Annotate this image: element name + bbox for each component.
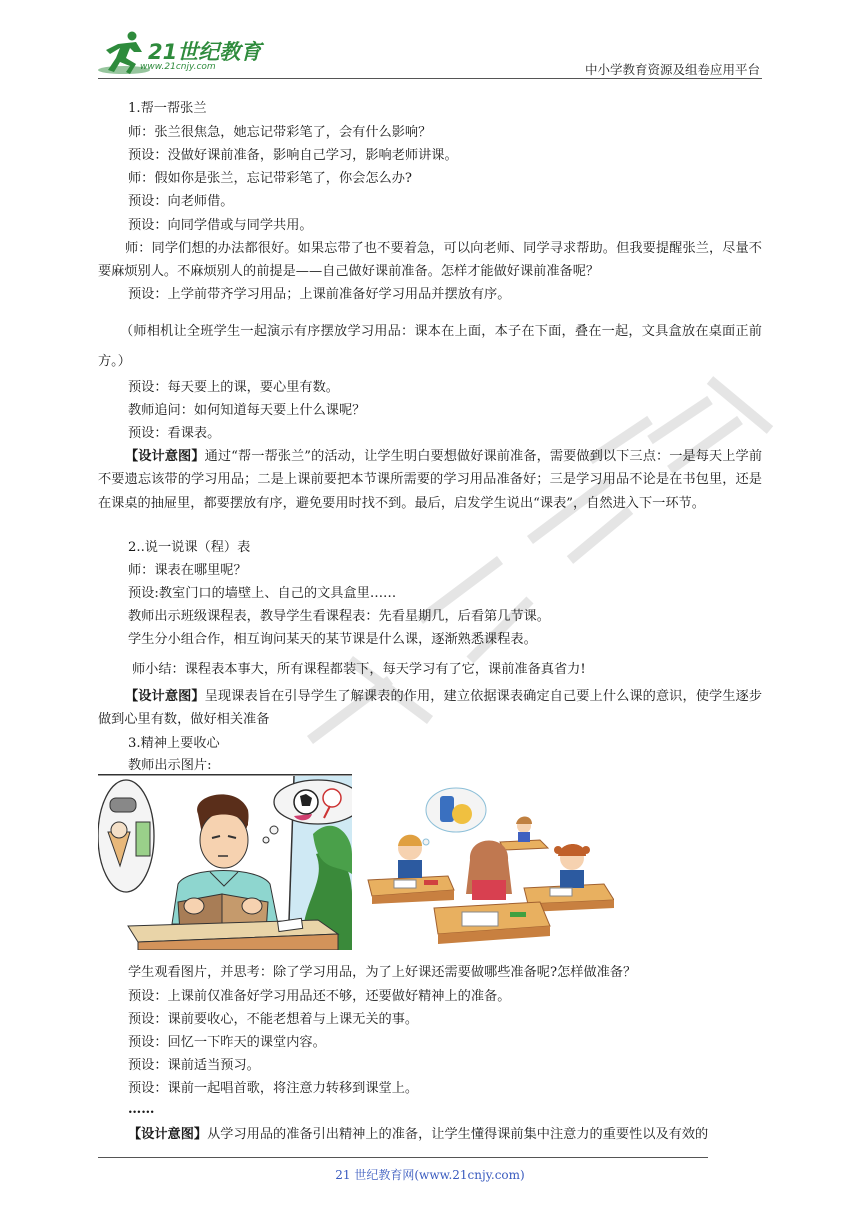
text-line: 预设：课前一起唱首歌，将注意力转移到课堂上。 xyxy=(128,1081,419,1096)
text-line: 预设：上课前仅准备好学习用品还不够，还要做好精神上的准备。 xyxy=(128,989,511,1004)
illustration-classroom xyxy=(364,784,614,944)
text-line: 学生观看图片，并思考：除了学习用品，为了上好课还需要做哪些准备呢?怎样做准备？ xyxy=(128,965,637,980)
page-header xyxy=(0,0,860,90)
footer-text: 21 世纪教育网(www.21cnjy.com) xyxy=(335,1168,525,1182)
design-intent-3 xyxy=(128,1125,708,1145)
paragraph: 师：同学们想的办法都很好。如果忘带了也不要着急，可以向老师、同学寻求帮助。但我要提醒张兰，尽量不要麻烦别人。不麻烦别人的前提是——自己做好课前准备。怎样才能做好课前准备呢？ xyxy=(98,241,762,280)
intent-label: 【设计意图】 xyxy=(125,689,205,704)
text-line: 师：张兰很焦急，她忘记带彩笔了，会有什么影响？ xyxy=(128,125,432,140)
teacher-summary: 师小结：课程表本事大，所有课程都装下，每天学习有了它，课前准备真省力! xyxy=(132,662,586,677)
text-line: 预设：没做好课前准备，影响自己学习，影响老师讲课。 xyxy=(128,148,458,163)
logo-text: 21世纪教育 xyxy=(148,40,262,64)
text-line: 预设：上学前带齐学习用品；上课前准备好学习用品并摆放有序。 xyxy=(128,287,511,302)
text-line: 预设：回忆一下昨天的课堂内容。 xyxy=(128,1035,326,1050)
text-line: 预设：课前要收心，不能老想着与上课无关的事。 xyxy=(128,1012,419,1027)
logo-url: www.21cnjy.com xyxy=(140,62,216,72)
text-line: 学生分小组合作，相互询问某天的某节课是什么课，逐渐熟悉课程表。 xyxy=(128,632,537,647)
design-intent-1 xyxy=(98,445,762,515)
intent-label: 【设计意图】 xyxy=(128,1127,208,1142)
text-line: 预设:教室门口的墙壁上、自己的文具盒里…… xyxy=(128,586,397,601)
text-line: 预设：课前适当预习。 xyxy=(128,1058,260,1073)
text-line: 教师出示班级课程表，教导学生看课程表：先看星期几，后看第几节课。 xyxy=(128,609,550,624)
illustration-distracted-student xyxy=(98,774,352,950)
text-line: 预设：看课表。 xyxy=(128,426,221,441)
text-line: 2..说一说课（程）表 xyxy=(128,540,251,555)
demo-paragraph: （师相机让全班学生一起演示有序摆放学习用品：课本在上面，本子在下面，叠在一起，文具盒放在桌面正前方。） xyxy=(98,324,762,369)
platform-title: 中小学教育资源及组卷应用平台 xyxy=(584,62,760,77)
text-line: 教师追问：如何知道每天要上什么课呢？ xyxy=(128,403,366,418)
header-divider xyxy=(98,78,762,79)
text-line: 师：课表在哪里呢？ xyxy=(128,563,247,578)
text-line: 预设：每天要上的课，要心里有数。 xyxy=(128,380,339,395)
design-intent-2 xyxy=(98,685,762,732)
footer-divider xyxy=(98,1157,708,1158)
intent-text: 呈现课表旨在引导学生了解课表的作用，建立依据课表确定自己要上什么课的意识，使学生逐步做到心里有数，做好相关准备 xyxy=(98,689,763,728)
ellipsis-line: …… xyxy=(128,1102,155,1117)
text-line: 1.帮一帮张兰 xyxy=(128,101,207,116)
text-line: 教师出示图片: xyxy=(128,758,212,773)
text-line: 师：假如你是张兰，忘记带彩笔了，你会怎么办? xyxy=(128,171,413,186)
intent-label: 【设计意图】 xyxy=(125,449,205,464)
text-line: 3.精神上要收心 xyxy=(128,736,220,751)
text-line: 预设：向老师借。 xyxy=(128,194,234,209)
intent-text: 通过“帮一帮张兰”的活动，让学生明白要想做好课前准备，需要做到以下三点：一是每天上学前不要遗忘该带的学习用品；二是上课前要把本节课所需要的学习用品准备好；三是学习用品不论是在书包里，还是在课桌的抽屉里，都要摆放有序，避免要用时找不到。最后，启发学生说出“课表”，自然进入下一环节。 xyxy=(98,449,763,511)
intent-text: 从学习用品的准备引出精神上的准备，让学生懂得课前集中注意力的重要性以及有效的 xyxy=(207,1127,709,1142)
text-line: 预设：向同学借或与同学共用。 xyxy=(128,218,313,233)
